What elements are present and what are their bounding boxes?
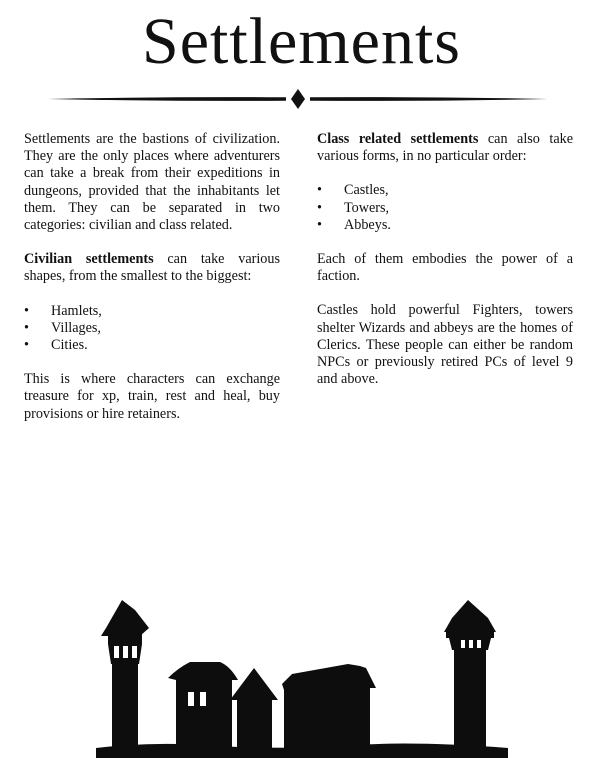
list-item: • Castles, <box>317 182 389 199</box>
bullet-icon: • <box>24 337 29 354</box>
list-item: • Cities. <box>24 337 88 354</box>
list-item: • Towers, <box>317 199 390 216</box>
civilian-text: can take various shapes, from the smallest to the biggest: <box>24 251 280 285</box>
list-item: • Villages, <box>24 319 101 336</box>
settlement-silhouette-icon <box>96 598 508 758</box>
faction-paragraph: Each of them embodies the power of a faction. <box>317 251 573 285</box>
intro-paragraph: Settlements are the bastions of civilization. They are the only places where adventurers can take a break from their expeditions in dungeons, provided that the inhabitants let them. They can be separated in two categories: civilian and class related. <box>24 131 280 234</box>
civilian-list <box>24 303 280 355</box>
bullet-icon: • <box>317 182 322 199</box>
left-column <box>24 131 280 440</box>
civilian-closing-paragraph: This is where characters can exchange treasure for xp, train, rest and heal, buy provisions or hire retainers. <box>24 371 280 422</box>
page-title: Settlements <box>142 5 461 78</box>
class-text: can also take various forms, in no particular order: <box>317 131 574 165</box>
civilian-paragraph <box>24 251 280 285</box>
bullet-icon: • <box>317 199 322 216</box>
bullet-icon: • <box>317 216 322 233</box>
class-heading: Class related settlements <box>317 131 479 147</box>
list-item: • Abbeys. <box>317 216 391 233</box>
civilian-heading: Civilian settlements <box>24 251 154 268</box>
bullet-icon: • <box>24 319 29 336</box>
class-closing-paragraph: Castles hold powerful Fighters, towers shelter Wizards and abbeys are the homes of Clerics. These people can either be random NPCs or previously retired PCs of level 9 and above. <box>317 302 573 388</box>
ornamental-divider-icon <box>48 88 548 110</box>
list-item: • Hamlets, <box>24 302 102 319</box>
bullet-icon: • <box>24 302 29 319</box>
class-list <box>317 182 573 234</box>
class-paragraph <box>317 131 573 165</box>
right-column <box>317 131 573 405</box>
